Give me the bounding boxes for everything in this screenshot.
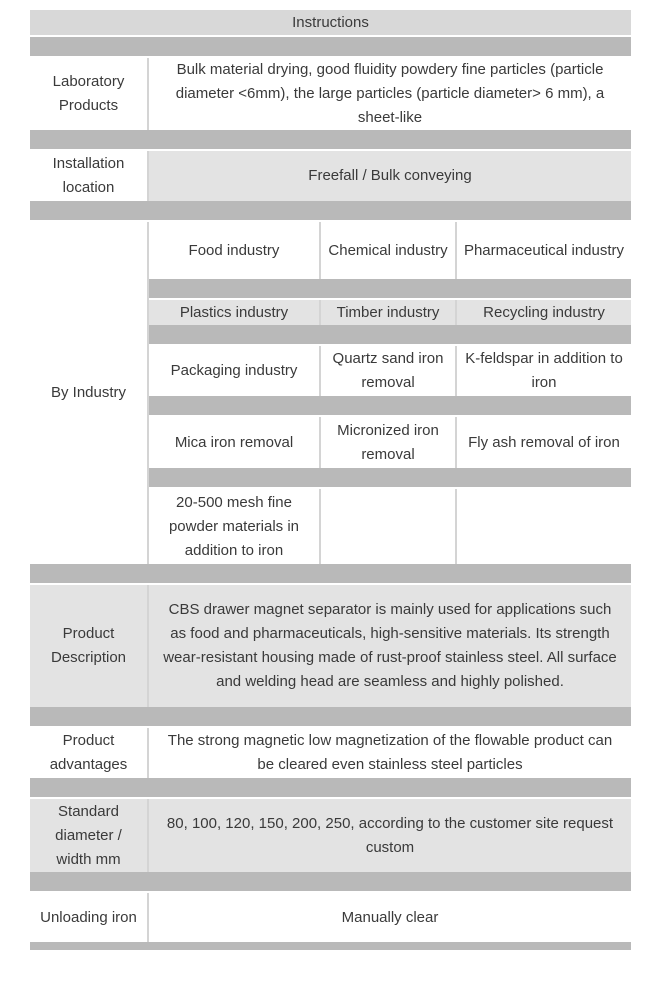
industry-grid-row — [149, 489, 631, 564]
industry-cell: Quartz sand iron removal — [321, 346, 457, 396]
separator-band — [30, 564, 631, 585]
laboratory-row — [30, 58, 631, 130]
industry-label: By Industry — [30, 222, 149, 564]
industry-cell: Chemical industry — [321, 222, 457, 279]
separator-band — [149, 325, 631, 346]
separator-band — [30, 942, 631, 952]
advantages-label: Product advantages — [30, 728, 149, 778]
description-value: CBS drawer magnet separator is mainly used for applications such as food and pharmaceuticals, high-sensitive materials. Its strength wear-resistant housing made of rust-proof stainless steel. All surface and welding head are seamless and highly polished. — [163, 601, 617, 690]
laboratory-value: Bulk material drying, good fluidity powdery fine particles (particle diameter <6mm), the large particles (particle diameter> 6 mm), a sheet-like — [175, 61, 605, 126]
unloading-row — [30, 893, 631, 942]
installation-value: Freefall / Bulk conveying — [308, 167, 472, 184]
industry-row — [30, 222, 631, 564]
industry-cell: Mica iron removal — [149, 417, 321, 468]
industry-cell: 20-500 mesh fine powder materials in addition to iron — [149, 489, 321, 564]
advantages-value: The strong magnetic low magnetization of the flowable product can be cleared even stainless steel particles — [167, 732, 613, 773]
separator-band — [30, 707, 631, 728]
table-title: Instructions — [292, 14, 369, 31]
unloading-value: Manually clear — [341, 908, 439, 926]
separator-band — [149, 396, 631, 417]
separator-band — [30, 201, 631, 222]
industry-cell — [321, 489, 457, 564]
advantages-row — [30, 728, 631, 778]
separator-band — [30, 778, 631, 799]
industry-grid-row — [149, 417, 631, 468]
separator-band — [149, 279, 631, 300]
industry-cell: Plastics industry — [149, 300, 321, 325]
industry-grid-row — [149, 222, 631, 279]
industry-cell — [457, 489, 631, 564]
industry-cell: K-feldspar in addition to iron — [465, 350, 623, 391]
industry-grid — [149, 222, 631, 564]
description-label: Product Description — [30, 585, 149, 707]
table-header — [30, 10, 631, 37]
industry-cell: Recycling industry — [483, 303, 605, 321]
industry-cell: Food industry — [149, 222, 321, 279]
laboratory-label: Laboratory Products — [30, 58, 149, 130]
diameter-row — [30, 799, 631, 872]
diameter-label: Standard diameter / width mm — [30, 799, 149, 872]
industry-cell: Timber industry — [321, 300, 457, 325]
diameter-value: 80, 100, 120, 150, 200, 250, according to the customer site request custom — [166, 814, 614, 856]
industry-cell: Fly ash removal of iron — [468, 433, 620, 451]
spec-table — [30, 10, 631, 952]
separator-band — [30, 130, 631, 151]
separator-band — [149, 468, 631, 489]
description-row — [30, 585, 631, 707]
separator-band — [30, 37, 631, 58]
installation-row — [30, 151, 631, 201]
industry-cell: Packaging industry — [149, 346, 321, 396]
unloading-label: Unloading iron — [30, 893, 149, 942]
industry-cell: Pharmaceutical industry — [463, 241, 625, 259]
installation-label: Installation location — [30, 151, 149, 201]
separator-band — [30, 872, 631, 893]
industry-grid-row — [149, 300, 631, 325]
industry-cell: Micronized iron removal — [321, 417, 457, 468]
industry-grid-row — [149, 346, 631, 396]
